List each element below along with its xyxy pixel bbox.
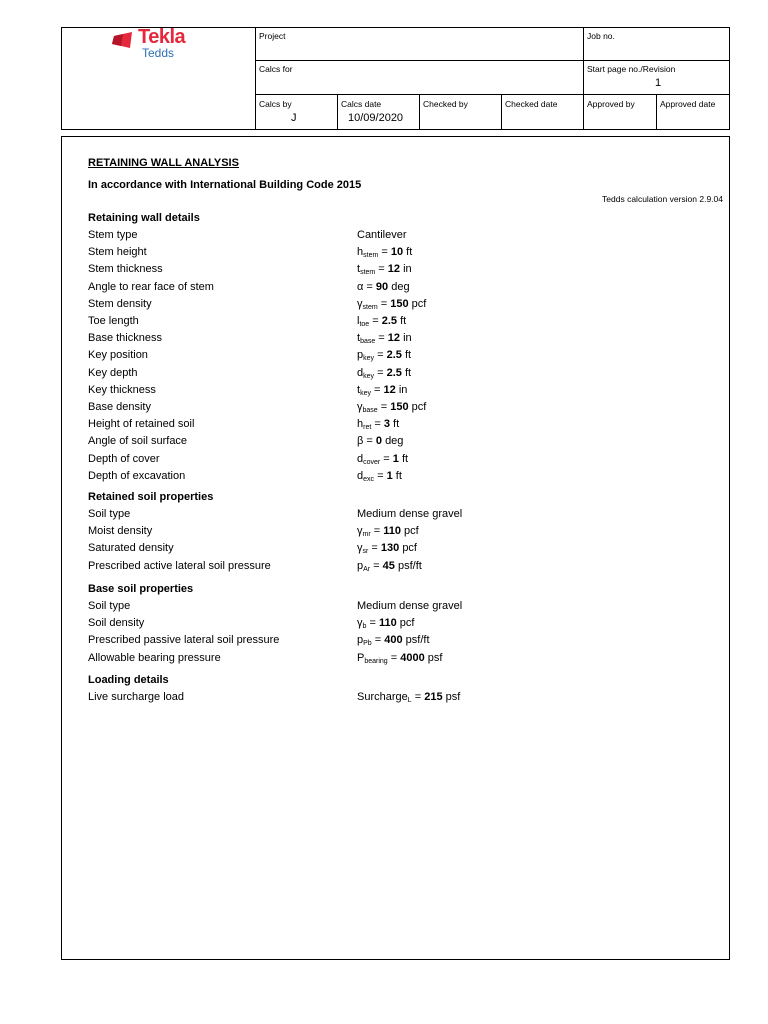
row-label: Saturated density: [88, 542, 174, 555]
value-unit: ft: [404, 349, 412, 362]
value-unit: in: [403, 332, 412, 345]
value-unit: ft: [400, 315, 407, 327]
row-label: Key position: [88, 349, 148, 362]
row-label: Prescribed active lateral soil pressure: [88, 559, 271, 572]
value-unit: pcf: [402, 542, 417, 555]
calc-row: [88, 542, 708, 556]
calc-header: [61, 27, 730, 130]
value-subscript: stem: [360, 269, 376, 277]
row-label: Angle to rear face of stem: [88, 280, 214, 293]
value-subscript: stem: [363, 252, 379, 260]
value-subscript: stem: [362, 303, 378, 311]
value-unit: in: [398, 383, 408, 396]
row-label: Depth of excavation: [88, 469, 186, 482]
row-label: Depth of cover: [88, 452, 160, 465]
version-note: Tedds calculation version 2.9.04: [602, 194, 723, 204]
document-title: RETAINING WALL ANALYSIS: [88, 157, 239, 169]
row-value: $\gamma_b = 110$ pcf: [357, 617, 415, 631]
value-symbol: β: [357, 435, 364, 448]
row-value: $d_{cover} = 1$ ft: [357, 452, 409, 466]
row-value: $d_{key} = 2.5$ ft: [357, 366, 412, 380]
row-label: Key thickness: [88, 383, 156, 396]
value-unit: Medium dense gravel: [357, 508, 463, 520]
job-no-label: Job no.: [587, 31, 615, 41]
start-page-label: Start page no./Revision: [587, 64, 676, 74]
row-value: $h_{stem} = 10$ ft: [357, 246, 413, 260]
value-unit: deg: [391, 280, 410, 293]
project-label: Project: [259, 31, 286, 41]
row-value: $p_{Pb} = 400$ psf/ft: [357, 634, 430, 648]
value-symbol: h: [357, 418, 364, 431]
calc-row: [88, 349, 708, 363]
calc-row: [88, 332, 708, 346]
value-unit: pcf: [404, 525, 419, 538]
value-subscript: key: [363, 355, 375, 363]
value-unit: pcf: [411, 297, 427, 310]
value-symbol: d: [357, 452, 364, 465]
calc-body: [61, 136, 730, 960]
row-label: Soil density: [88, 617, 145, 630]
calcs-for-label: Calcs for: [259, 64, 293, 74]
row-label: Key depth: [88, 366, 138, 379]
calcs-by-value: J: [291, 112, 297, 124]
value-subscript: Pb: [363, 640, 372, 648]
value-symbol: γ: [357, 401, 363, 413]
value-unit: ft: [404, 366, 412, 379]
row-value: $\gamma_{stem} = 150$ pcf: [357, 297, 427, 311]
calcs-by-label: Calcs by: [259, 99, 292, 109]
value-number: 12: [387, 263, 401, 276]
checked-date-label: Checked date: [505, 99, 558, 109]
row-value: $p_{key} = 2.5$ ft: [357, 349, 412, 363]
value-unit: ft: [401, 452, 409, 465]
value-subscript: b: [362, 623, 367, 631]
value-unit: Medium dense gravel: [357, 600, 463, 612]
row-value: α = 90 deg: [357, 280, 410, 293]
value-symbol: d: [357, 469, 364, 482]
section-heading: Retaining wall details: [88, 212, 200, 224]
calc-row: [88, 600, 708, 614]
value-number: 110: [383, 525, 401, 538]
value-number: 150: [390, 401, 409, 413]
start-page-value: 1: [655, 77, 662, 89]
calc-row: [88, 453, 708, 467]
row-value: $t_{base} = 12$ in: [357, 332, 412, 346]
calc-row: [88, 691, 708, 705]
value-symbol: Surcharge: [357, 691, 408, 703]
tekla-tedds-logo: [112, 28, 202, 68]
approved-date-label: Approved date: [660, 99, 716, 109]
row-value: $t_{key} = 12$ in: [357, 383, 408, 397]
value-number: 2.5: [381, 315, 398, 327]
value-unit: pcf: [399, 617, 415, 630]
logo-brand: Tekla: [138, 26, 186, 48]
section-heading: Loading details: [88, 674, 169, 686]
row-value: $\gamma_{sr} = 130$ pcf: [357, 542, 417, 556]
row-value: $P_{bearing} = 4000$ psf: [357, 651, 443, 665]
row-label: Soil type: [88, 600, 131, 612]
value-symbol: γ: [357, 297, 363, 310]
calc-row: [88, 470, 708, 484]
value-number: 150: [390, 297, 409, 310]
value-subscript: base: [362, 407, 378, 414]
calc-row: [88, 617, 708, 631]
value-number: 3: [383, 418, 390, 431]
tekla-flag-icon: [112, 32, 134, 48]
value-symbol: l: [357, 315, 360, 327]
value-symbol: γ: [357, 542, 363, 555]
calc-row: [88, 263, 708, 277]
value-number: 215: [424, 691, 443, 703]
calc-row: [88, 384, 708, 398]
calc-row: [88, 229, 708, 243]
value-unit: psf/ft: [397, 559, 422, 572]
value-symbol: γ: [357, 617, 363, 630]
value-symbol: t: [357, 383, 361, 396]
value-unit: deg: [385, 435, 404, 448]
calcs-date-label: Calcs date: [341, 99, 382, 109]
row-value: $l_{toe} = 2.5$ ft: [357, 315, 407, 328]
value-subscript: Ar: [363, 565, 371, 573]
value-symbol: P: [357, 651, 365, 664]
value-symbol: p: [357, 559, 364, 572]
row-label: Toe length: [88, 315, 139, 327]
value-number: 1: [386, 469, 393, 482]
calc-row: [88, 418, 708, 432]
row-label: Base density: [88, 401, 151, 413]
value-symbol: h: [357, 246, 364, 259]
row-value: Surcharge$_L$ = 215 psf: [357, 691, 461, 704]
value-subscript: sr: [362, 548, 369, 556]
row-value: [357, 229, 407, 241]
row-label: Soil type: [88, 508, 131, 520]
value-number: 130: [380, 542, 400, 555]
value-unit: psf: [445, 691, 461, 703]
row-label: Stem density: [88, 297, 152, 310]
logo-product: Tedds: [142, 46, 175, 60]
value-subscript: exc: [363, 475, 375, 483]
row-label: Angle of soil surface: [88, 435, 188, 448]
calc-row: [88, 298, 708, 312]
row-value: $\gamma_{base} = 150$ pcf: [357, 401, 427, 414]
value-symbol: α: [357, 280, 364, 293]
value-number: 10: [390, 246, 404, 259]
value-unit: in: [403, 263, 412, 276]
row-value: $t_{stem} = 12$ in: [357, 263, 412, 277]
value-subscript: base: [360, 338, 376, 346]
row-label: Live surcharge load: [88, 691, 185, 703]
value-number: 4000: [400, 651, 425, 664]
value-symbol: d: [357, 366, 364, 379]
row-value: $p_{Ar} = 45$ psf/ft: [357, 559, 422, 573]
calc-row: [88, 652, 708, 666]
value-number: 110: [378, 617, 397, 630]
value-symbol: p: [357, 349, 364, 362]
calc-row: [88, 560, 708, 574]
calc-row: [88, 435, 708, 449]
value-subscript: key: [363, 372, 375, 380]
row-label: Height of retained soil: [88, 418, 195, 431]
value-symbol: γ: [357, 525, 363, 538]
row-label: Allowable bearing pressure: [88, 651, 221, 664]
row-value: $d_{exc} = 1$ ft: [357, 469, 402, 483]
value-number: 0: [375, 435, 382, 448]
calc-row: [88, 367, 708, 381]
row-value: $h_{ret} = 3$ ft: [357, 418, 400, 432]
value-symbol: t: [357, 332, 361, 345]
value-subscript: ret: [363, 424, 372, 432]
section-heading: Retained soil properties: [88, 491, 214, 503]
value-number: 2.5: [386, 349, 402, 362]
value-subscript: mr: [362, 531, 371, 539]
row-label: Base thickness: [88, 332, 162, 345]
value-unit: pcf: [411, 401, 427, 413]
value-symbol: t: [357, 263, 361, 276]
document-subtitle: In accordance with International Building Code 2015: [88, 179, 362, 191]
approved-by-label: Approved by: [587, 99, 635, 109]
calcs-date-value: 10/09/2020: [348, 112, 404, 124]
value-subscript: toe: [359, 321, 370, 328]
calc-row: [88, 634, 708, 648]
value-number: 12: [383, 383, 396, 396]
row-label: Prescribed passive lateral soil pressure: [88, 634, 280, 647]
row-value: β = 0 deg: [357, 435, 404, 448]
value-number: 90: [375, 280, 389, 293]
value-subscript: cover: [363, 458, 381, 466]
calc-row: [88, 525, 708, 539]
value-number: 2.5: [386, 366, 402, 379]
value-unit: ft: [406, 246, 413, 259]
section-heading: Base soil properties: [88, 583, 194, 595]
row-label: Stem type: [88, 229, 138, 241]
value-symbol: p: [357, 634, 364, 647]
row-label: Stem thickness: [88, 263, 163, 276]
value-subscript: key: [360, 389, 371, 397]
value-number: 12: [387, 332, 401, 345]
value-number: 45: [382, 559, 395, 572]
row-value: [357, 508, 462, 520]
calc-row: [88, 246, 708, 260]
value-unit: Cantilever: [357, 229, 407, 241]
checked-by-label: Checked by: [423, 99, 468, 109]
value-unit: ft: [393, 418, 400, 431]
value-number: 1: [392, 452, 399, 465]
row-label: Moist density: [88, 525, 153, 538]
value-subscript: L: [407, 697, 412, 704]
row-value: [357, 600, 462, 612]
value-unit: psf/ft: [405, 634, 430, 647]
row-value: $\gamma_{mr} = 110$ pcf: [357, 525, 419, 539]
row-label: Stem height: [88, 246, 147, 259]
calc-row: [88, 401, 708, 415]
value-unit: ft: [395, 469, 402, 482]
value-subscript: bearing: [364, 657, 388, 665]
calc-row: [88, 281, 708, 295]
calc-row: [88, 315, 708, 329]
value-unit: psf: [427, 651, 443, 664]
value-number: 400: [384, 634, 403, 647]
calc-row: [88, 508, 708, 522]
